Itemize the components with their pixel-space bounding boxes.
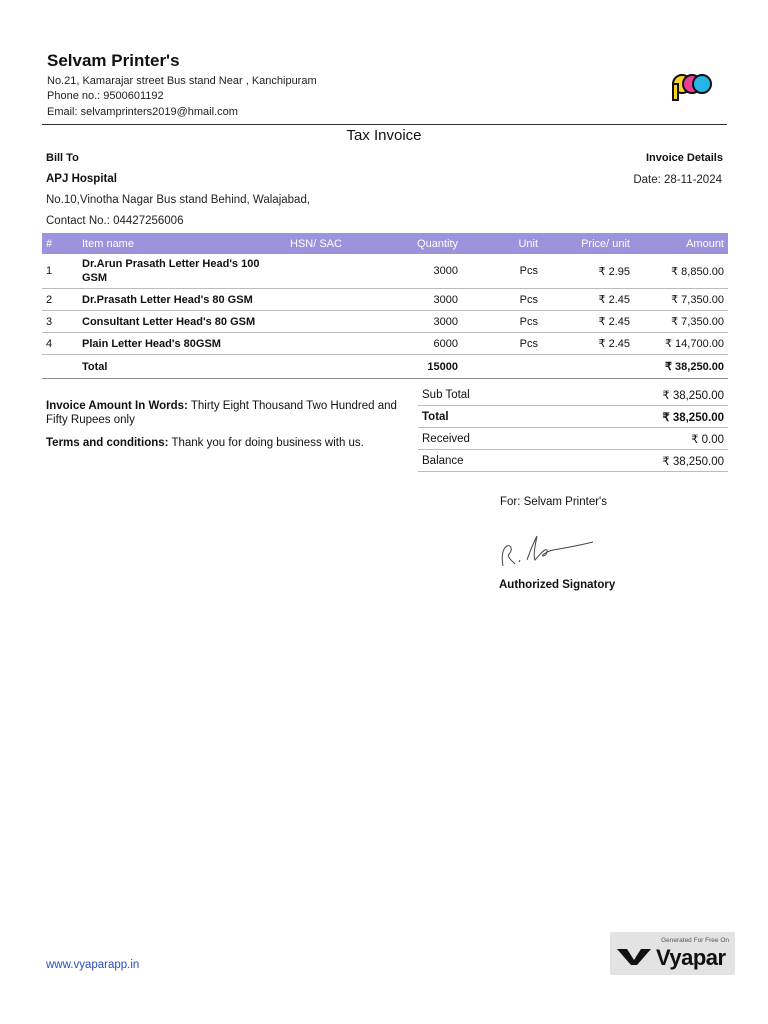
row-qty: 6000 xyxy=(366,333,464,355)
row-item-name: Dr.Arun Prasath Letter Head's 100 GSM xyxy=(78,254,286,289)
row-amount: ₹ 14,700.00 xyxy=(638,333,728,355)
summary-label: Total xyxy=(418,406,556,428)
col-header-item: Item name xyxy=(78,233,286,254)
badge-brand: Vyapar xyxy=(656,945,726,970)
summary-label: Sub Total xyxy=(418,384,556,406)
row-price: ₹ 2.45 xyxy=(548,311,638,333)
amount-in-words xyxy=(46,399,416,427)
total-row-blank xyxy=(42,355,78,379)
vyapar-badge xyxy=(610,932,735,975)
row-num: 1 xyxy=(42,254,78,289)
summary-row-subtotal xyxy=(418,384,728,406)
row-qty: 3000 xyxy=(366,254,464,289)
row-price: ₹ 2.45 xyxy=(548,333,638,355)
total-row-price-blank xyxy=(548,355,638,379)
summary-table xyxy=(418,384,728,472)
col-header-price: Price/ unit xyxy=(548,233,638,254)
row-num: 2 xyxy=(42,289,78,311)
bill-to-label: Bill To xyxy=(46,152,79,164)
summary-value: ₹ 38,250.00 xyxy=(556,406,728,428)
row-price: ₹ 2.45 xyxy=(548,289,638,311)
row-hsn xyxy=(286,289,366,311)
row-unit: Pcs xyxy=(464,289,548,311)
row-item-name: Consultant Letter Head's 80 GSM xyxy=(78,311,286,333)
total-row-hsn-blank xyxy=(286,355,366,379)
col-header-unit: Unit xyxy=(464,233,548,254)
col-header-num: # xyxy=(42,233,78,254)
vyapar-logo-icon xyxy=(617,947,651,965)
invoice-date: Date: 28-11-2024 xyxy=(633,174,722,186)
summary-value: ₹ 38,250.00 xyxy=(556,384,728,406)
table-row xyxy=(42,254,728,289)
total-label: Total xyxy=(78,355,286,379)
col-header-hsn: HSN/ SAC xyxy=(286,233,366,254)
items-header-row xyxy=(42,233,728,254)
summary-value: ₹ 0.00 xyxy=(556,428,728,450)
total-amount: ₹ 38,250.00 xyxy=(638,355,728,379)
row-unit: Pcs xyxy=(464,254,548,289)
row-amount: ₹ 7,350.00 xyxy=(638,289,728,311)
page-title: Tax Invoice xyxy=(346,127,422,144)
terms-and-conditions xyxy=(46,437,416,449)
summary-value: ₹ 38,250.00 xyxy=(556,450,728,472)
company-name: Selvam Printer's xyxy=(47,51,180,70)
table-row xyxy=(42,333,728,355)
summary-row-balance xyxy=(418,450,728,472)
row-hsn xyxy=(286,333,366,355)
table-row xyxy=(42,311,728,333)
terms-label: Terms and conditions: xyxy=(46,437,169,449)
bill-to-name: APJ Hospital xyxy=(46,173,117,185)
row-amount: ₹ 8,850.00 xyxy=(638,254,728,289)
authorized-signatory-label: Authorized Signatory xyxy=(499,579,616,591)
badge-subtitle: Generated For Free On xyxy=(661,937,729,944)
summary-row-received xyxy=(418,428,728,450)
total-row-unit-blank xyxy=(464,355,548,379)
header-divider xyxy=(42,124,727,125)
bill-to-address: No.10,Vinotha Nagar Bus stand Behind, Walajabad, xyxy=(46,194,311,206)
row-item-name: Plain Letter Head's 80GSM xyxy=(78,333,286,355)
vyapar-website-link[interactable]: www.vyaparapp.in xyxy=(46,959,140,971)
total-qty: 15000 xyxy=(366,355,464,379)
row-unit: Pcs xyxy=(464,333,548,355)
row-hsn xyxy=(286,311,366,333)
signature-for: For: Selvam Printer's xyxy=(500,496,607,508)
row-hsn xyxy=(286,254,366,289)
row-qty: 3000 xyxy=(366,311,464,333)
items-table xyxy=(42,233,728,379)
row-price: ₹ 2.95 xyxy=(548,254,638,289)
invoice-details-label: Invoice Details xyxy=(645,152,723,164)
company-logo xyxy=(670,70,712,102)
col-header-amount: Amount xyxy=(638,233,728,254)
terms-value: Thank you for doing business with us. xyxy=(171,437,364,449)
table-row xyxy=(42,289,728,311)
bill-to-contact: Contact No.: 04427256006 xyxy=(46,215,184,227)
company-phone: Phone no.: 9500601192 xyxy=(47,90,164,102)
row-amount: ₹ 7,350.00 xyxy=(638,311,728,333)
table-total-row xyxy=(42,355,728,379)
summary-row-total xyxy=(418,406,728,428)
row-item-name: Dr.Prasath Letter Head's 80 GSM xyxy=(78,289,286,311)
summary-label: Received xyxy=(418,428,556,450)
row-qty: 3000 xyxy=(366,289,464,311)
summary-label: Balance xyxy=(418,450,556,472)
row-num: 4 xyxy=(42,333,78,355)
row-unit: Pcs xyxy=(464,311,548,333)
amount-in-words-label: Invoice Amount In Words: xyxy=(46,400,188,412)
company-email: Email: selvamprinters2019@hmail.com xyxy=(47,106,238,118)
col-header-qty: Quantity xyxy=(366,233,464,254)
row-num: 3 xyxy=(42,311,78,333)
signature-image xyxy=(497,526,597,572)
amount-in-words-value: Thirty Eight Thousand Two Hundred and Fifty Rupees only xyxy=(46,400,397,426)
company-address: No.21, Kamarajar street Bus stand Near , Kanchipuram xyxy=(47,75,317,87)
